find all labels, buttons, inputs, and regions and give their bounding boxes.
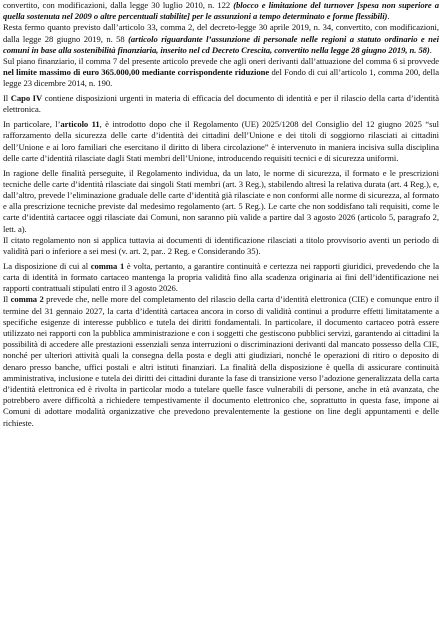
text-run: , è introdotto dopo che il Regolamento (UE) 2025/1208 del Consiglio del 12 giugno 2025 “sul rafforzamento della sicurezza delle carte d’identità dei cittadini dell’Unione e dei titoli di soggiorno rilasciati ai cittadini dell’Unione e ai loro familiari che esercitano il diritto di libera circolazione” è intervenuto in maniera incisiva sulla disciplina delle carte d’identità rilasciate dagli Stati membri dell’Unione, introducendo requisiti tecnici e di sicurezza uniformi. <box>3 119 439 163</box>
text-run: . <box>429 44 432 55</box>
text-run: La disposizione di cui al <box>3 260 91 271</box>
emphasis-run: comma 2 <box>10 294 44 305</box>
text-run: contiene disposizioni urgenti in materia di efficacia del documento di identità e per il rilascio della carta d’identità elettronica. <box>3 93 440 115</box>
paragraph-turnover <box>3 0 439 22</box>
paragraph-article-33 <box>3 22 439 56</box>
text-run: è volta, pertanto, a garantire continuità e certezza nei rapporti giuridici, prevedendo che la carta di identità in formato cartaceo mantenga la propria validità fino alla scadenza originaria ai fini dell’identificazione nei rapporti contrattuali stipulati entro il 3 agosto 2026. <box>3 260 439 294</box>
paragraph-financial <box>3 56 439 90</box>
emphasis-run: nel limite massimo di euro 365.000,00 mediante corrispondente riduzione <box>3 67 270 78</box>
text-run: Sul piano finanziario, il comma 7 del presente articolo prevede che agli oneri derivanti dall’attuazione del comma 6 si provvede <box>3 56 439 67</box>
paragraph-regulation-aims <box>3 168 439 235</box>
paragraph-article-11 <box>3 119 439 164</box>
emphasis-run: (blocco e limitazione del turnover [spesa non superiore a quella sostenuta nel 2009 o altre percentuali stabilite] per le assunzioni a tempo determinato e forme flessibili) <box>3 0 439 22</box>
text-run: convertito, con modificazioni, dalla legge 30 luglio 2010, n. 122 <box>3 0 234 10</box>
text-run: In particolare, l’ <box>3 119 61 130</box>
text-run: del Fondo di cui all’articolo 1, comma 200, della legge 23 dicembre 2014, n. 190. <box>3 67 439 89</box>
text-run: . <box>387 11 390 22</box>
text-run: Resta fermo quanto previsto dall’articolo 33, comma 2, del decreto-legge 30 aprile 2019, n. 34, convertito, con modificazioni, dalla legge 28 giugno 2019, n. 58 <box>3 22 439 44</box>
paragraph-comma-1 <box>3 261 439 295</box>
paragraph-capo-iv <box>3 93 439 115</box>
paragraph-comma-2 <box>3 294 439 428</box>
text-run: Il citato regolamento non si applica tuttavia ai documenti di identificazione rilasciati a titolo provvisorio aventi un periodo di validità pari o inferiore a sei mesi (v. art. 2, par.. 2 Reg. e Considerando 35). <box>3 234 439 257</box>
emphasis-run: articolo 11 <box>60 119 100 130</box>
text-run: prevede che, nelle more del completamento del rilascio della carta d’identità elettronica (CIE) e comunque entro il termine del 31 gennaio 2027, la carta d’identità cartacea ancora in corso di validità continui a produrre effetti limitatamente a specifiche esigenze di interesse pubblico e tutela dei diritti fondamentali. In particolare, il documento cartaceo potrà essere utilizzato nei rapporti con la pubblica amministrazione e con i soggetti che gestiscono pubblici servizi, garantendo ai cittadini la possibilità di accedere alle prestazioni essenziali senza interruzioni o discriminazioni derivanti dal mancato possesso della CIE, nonché per ulteriori attività quali la consegna della posta e degli atti giudiziari, nonché le operazioni di ritiro o deposito di denaro presso banche, uffici postali e altri istituti finanziari. La finalità della disposizione è quella di assicurare continuità amministrativa, inclusione e tutela dei diritti dei cittadini durante la fase di transizione verso l’adozione generalizzata della carta d’identità elettronica ed è rivolta in particolar modo a tutelare quelle fasce vulnerabili di persone, anche in età avanzata, che potrebbero avere difficoltà a richiedere tempestivamente il documento elettronico che, soprattutto in questa fase, impone ai Comuni di adottare modalità organizzative che prevedono prevalentemente la gestione on line degli appuntamenti e delle richieste. <box>3 294 440 428</box>
emphasis-run: Capo IV <box>10 93 43 104</box>
text-run: Il <box>3 93 11 104</box>
text-run: In ragione delle finalità perseguite, il Regolamento individua, da un lato, le norme di sicurezza, il formato e le prescrizioni tecniche delle carte d’identità rilasciate dai singoli Stati membri (art. 3 Reg.), stabilendo altresì la relativa durata (art. 4 Reg.), e, dall’altro, prevede l’eliminazione graduale delle carte d’identità già rilasciate e non conformi alle norme di sicurezza, al formato e alla prescrizione tecniche previste dal medesimo regolamento (art. 5 Reg.). Le carte che non soddisfano tali requisiti, come le carte d’identità cartacee oggi rilasciate dai Comuni, non saranno più valide a partire dal 3 agosto 2026 (articolo 5, paragrafo 2, lett. a). <box>3 167 439 234</box>
text-run: Il <box>3 294 11 305</box>
paragraph-regulation-scope <box>3 235 439 257</box>
emphasis-run: comma 1 <box>90 260 125 271</box>
emphasis-run: (articolo riguardante l’assunzione di personale nelle regioni a statuto ordinario e nei comuni in base alla sostenibilità finanziaria, inserito nel cd Decreto Crescita, convertito nella legge 28 giugno 2019, n. 58) <box>3 33 439 55</box>
